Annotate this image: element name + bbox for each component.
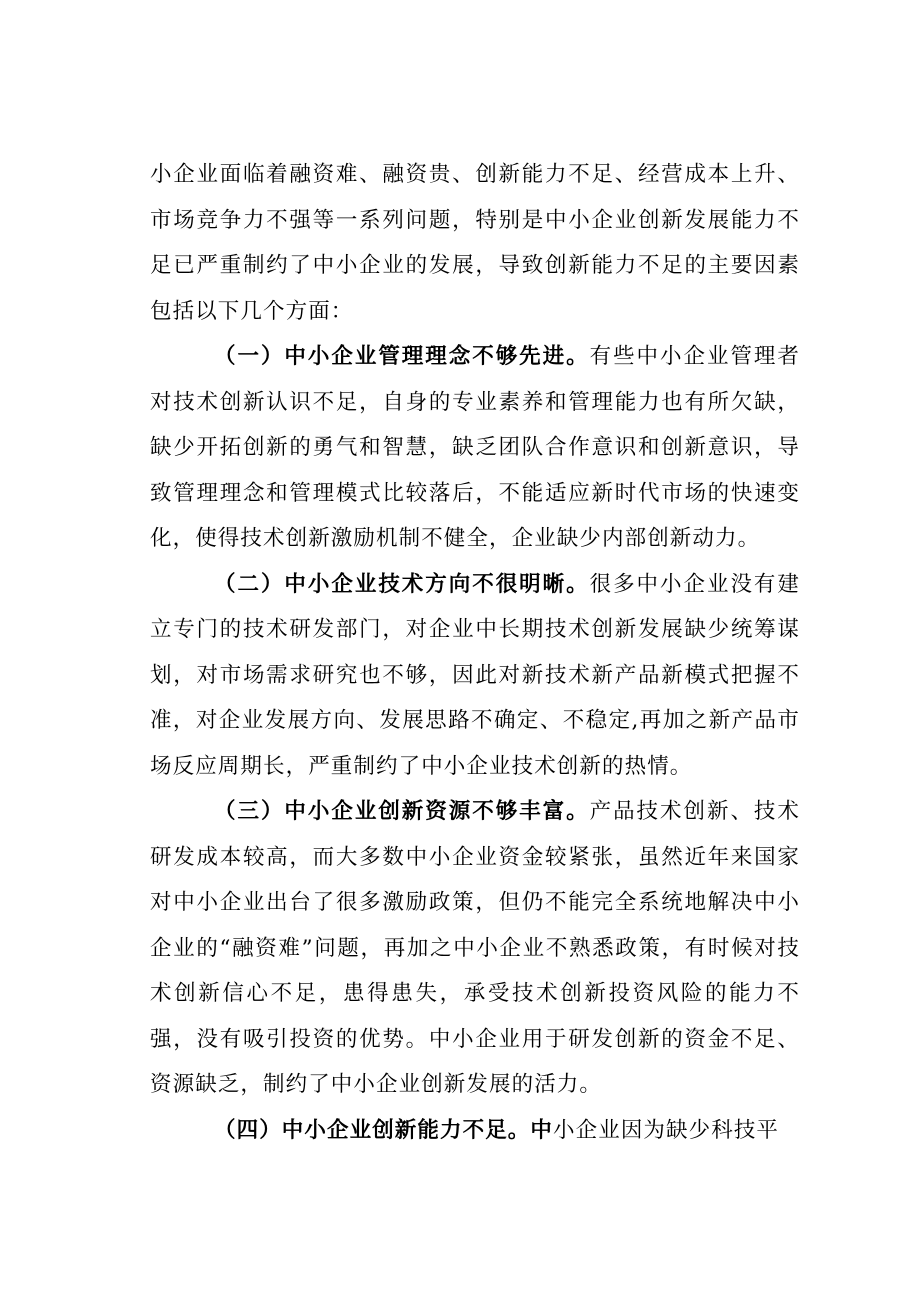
section-4-text: 小企业因为缺少科技平 — [553, 1117, 780, 1143]
intro-paragraph — [150, 152, 800, 334]
section-2-paragraph — [150, 562, 800, 790]
section-4-heading: （四）中小企业创新能力不足。中 — [214, 1117, 554, 1143]
intro-paragraph-text: 小企业面临着融资难、融资贵、创新能力不足、经营成本上升、市场竞争力不强等一系列问题，特别是中小企业创新发展能力不足已严重制约了中小企业的发展，导致创新能力不足的主要因素包括以下几个方面： — [150, 162, 800, 324]
section-3-paragraph — [150, 789, 800, 1108]
document-body — [150, 152, 800, 1153]
section-2-text: 很多中小企业没有建立专门的技术研发部门，对企业中长期技术创新发展缺少统筹谋划，对市场需求研究也不够，因此对新技术新产品新模式把握不准，对企业发展方向、发展思路不确定、不稳定,再加之新产品市场反应周期长，严重制约了中小企业技术创新的热情。 — [150, 571, 800, 779]
section-1-heading: （一）中小企业管理理念不够先进。 — [214, 344, 590, 369]
section-1-text: 有些中小企业管理者对技术创新认识不足，自身的专业素养和管理能力也有所欠缺，缺少开拓创新的勇气和智慧，缺乏团队合作意识和创新意识，导致管理理念和管理模式比较落后，不能适应新时代市场的快速变化，使得技术创新激励机制不健全，企业缺少内部创新动力。 — [150, 344, 800, 551]
section-3-text: 产品技术创新、技术研发成本较高，而大多数中小企业资金较紧张，虽然近年来国家对中小企业出台了很多激励政策，但仍不能完全系统地解决中小企业的“融资难”问题，再加之中小企业不熟悉政策，有时候对技术创新信心不足，患得患失，承受技术创新投资风险的能力不强，没有吸引投资的优势。中小企业用于研发创新的资金不足、资源缺乏，制约了中小企业创新发展的活力。 — [150, 799, 800, 1097]
section-4-paragraph — [150, 1108, 800, 1154]
section-2-heading: （二）中小企业技术方向不很明晰。 — [214, 571, 590, 597]
section-1-paragraph — [150, 334, 800, 562]
section-3-heading: （三）中小企业创新资源不够丰富。 — [214, 799, 590, 824]
